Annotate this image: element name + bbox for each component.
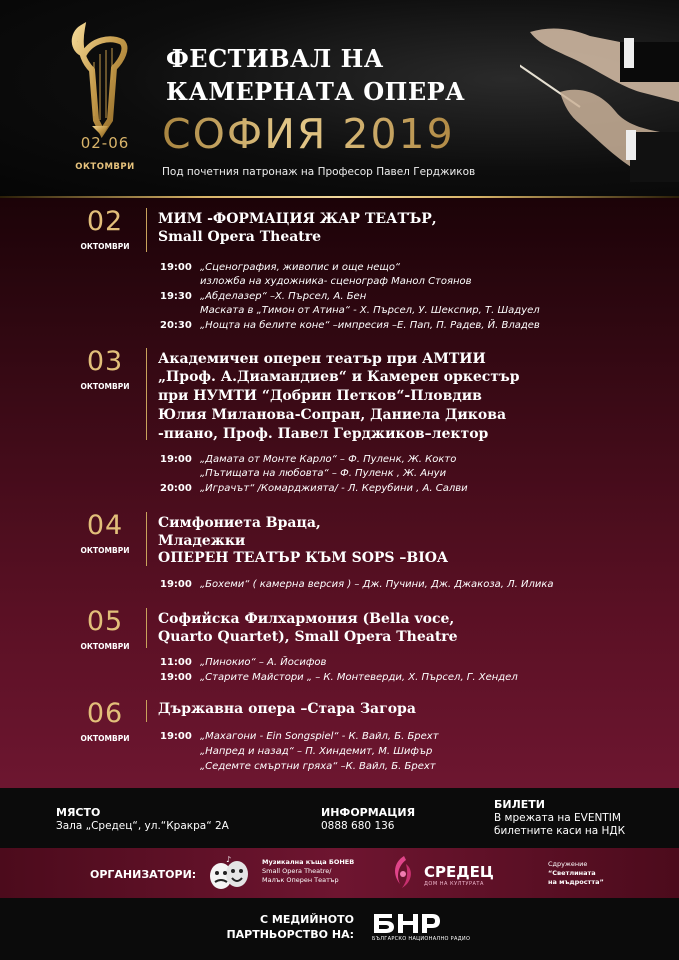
day-divider — [146, 512, 147, 566]
sredets-subtitle: ДОМ НА КУЛТУРАТА — [424, 881, 484, 887]
venue-line: Академичен оперен театър при АМТИИ — [158, 351, 486, 367]
association-line1: Сдружение — [548, 860, 588, 868]
event-desc: Маската в „Тимон от Атина“ - Х. Пърсел, У. Шекспир, Т. Шадуел — [200, 305, 540, 316]
event-time: 19:00 — [160, 672, 192, 683]
tickets-line1: В мрежата на EVENTIM — [494, 812, 621, 824]
event-time: 11:00 — [160, 657, 192, 668]
event-row — [160, 578, 554, 592]
day-month: ОКТОМВРИ — [80, 546, 130, 555]
bnr-subtitle: БЪЛГАРСКО НАЦИОНАЛНО РАДИО — [372, 936, 471, 942]
venue-line: „Проф. А.Диамандиев“ и Камерен оркестър — [158, 369, 520, 385]
bonev-text — [262, 858, 354, 885]
conductor-hands-image — [520, 12, 679, 192]
info-phone: 0888 680 136 — [321, 820, 395, 832]
event-desc: „Седемте смъртни гряха“ –К. Вайл, Б. Брехт — [200, 761, 436, 772]
program-section — [0, 198, 679, 788]
day-divider — [146, 208, 147, 252]
event-time: 19:00 — [160, 262, 192, 273]
media-label-line1: С МЕДИЙНОТО — [260, 913, 354, 926]
event-desc: „Старите Майстори „ – К. Монтеверди, Х. Пърсел, Г. Хендел — [200, 672, 518, 683]
organizers-bar — [0, 848, 679, 898]
day-number: 04 — [86, 510, 124, 541]
event-row — [160, 760, 436, 774]
harp-logo-icon — [62, 20, 142, 140]
info-bar — [0, 788, 679, 848]
day-month: ОКТОМВРИ — [80, 242, 130, 251]
festival-city-year: СОФИЯ 2019 — [162, 110, 455, 158]
day-month: ОКТОМВРИ — [80, 734, 130, 743]
bonev-line1: Музикална къща БОНЕВ — [262, 858, 355, 866]
day-month: ОКТОМВРИ — [80, 382, 130, 391]
day-divider — [146, 700, 147, 722]
festival-title-line2: КАМЕРНАТА ОПЕРА — [166, 77, 466, 106]
event-row — [160, 290, 366, 304]
association-line3: на мъдростта” — [548, 878, 604, 886]
event-time: 20:30 — [160, 320, 192, 331]
event-row — [160, 745, 432, 759]
tickets-line2: билетните каси на НДК — [494, 825, 626, 837]
venue-line: Small Opera Theatre — [158, 229, 322, 245]
event-row — [160, 319, 540, 333]
festival-month: ОКТОМВРИ — [75, 162, 135, 172]
festival-title-line1: ФЕСТИВАЛ НА — [166, 44, 384, 73]
event-desc: „Пинокио“ – А. Йосифов — [200, 657, 327, 668]
event-desc: „Абделазер“ –Х. Пърсел, А. Бен — [200, 291, 367, 302]
day-divider — [146, 348, 147, 440]
bonev-line2: Small Opera Theatre/ — [262, 867, 332, 875]
sredets-logo-icon — [388, 854, 418, 892]
place-value: Зала „Средец“, ул.“Кракра“ 2А — [56, 820, 229, 832]
event-desc: „Нощта на белите коне“ –импресия –Е. Пап, П. Радев, Й. Владев — [200, 320, 540, 331]
theatre-masks-icon — [204, 856, 254, 892]
sredets-name: СРЕДЕЦ — [424, 863, 494, 881]
venue-line: МИМ -ФОРМАЦИЯ ЖАР ТЕАТЪР, — [158, 211, 437, 227]
event-row — [160, 453, 456, 467]
patronage-line: Под почетния патронаж на Професор Павел Герджиков — [162, 166, 476, 178]
venue-line: ОПЕРЕН ТЕАТЪР КЪМ SOPS –BIOA — [158, 550, 448, 566]
media-partner-label — [222, 912, 354, 942]
event-desc: „Дамата от Монте Карло“ – Ф. Пуленк, Ж. Кокто — [200, 454, 457, 465]
association-text — [548, 860, 604, 887]
day-divider — [146, 608, 147, 648]
festival-dates: 02-06 — [80, 134, 130, 152]
event-desc: „Напред и назад“ – П. Хиндемит, М. Шифър — [200, 746, 433, 757]
day-month: ОКТОМВРИ — [80, 642, 130, 651]
venue-line: Симфониета Враца, — [158, 515, 321, 531]
day-number: 06 — [86, 698, 124, 729]
event-time: 19:00 — [160, 454, 192, 465]
tickets-label: БИЛЕТИ — [494, 798, 545, 811]
event-row — [160, 671, 518, 685]
venue-line: Софийска Филхармония (Bella voce, — [158, 611, 455, 627]
event-time: 19:30 — [160, 291, 192, 302]
association-line2: “Светлината — [548, 869, 596, 877]
poster-header — [0, 0, 679, 198]
day-number: 02 — [86, 206, 124, 237]
venue-line: Quarto Quartet), Small Opera Theatre — [158, 629, 458, 645]
event-time: 19:00 — [160, 579, 192, 590]
day-number: 03 — [86, 346, 124, 377]
bnr-logo-icon — [372, 912, 442, 934]
event-desc: „Сценография, живопис и още нещо“ — [200, 262, 401, 273]
event-row — [160, 261, 400, 275]
organizers-label: ОРГАНИЗАТОРИ: — [90, 868, 197, 881]
event-row — [160, 304, 540, 318]
venue-line: -пиано, Проф. Павел Герджиков–лектор — [158, 426, 489, 442]
day-number: 05 — [86, 606, 124, 637]
event-row — [160, 656, 326, 670]
event-row — [160, 275, 472, 289]
info-label: ИНФОРМАЦИЯ — [321, 806, 416, 819]
event-desc: „Махагони - Ein Songspiel“ - К. Вайл, Б. Брехт — [200, 731, 439, 742]
media-partner-bar — [0, 898, 679, 960]
venue-line: Младежки — [158, 533, 246, 549]
venue-line: Юлия Миланова-Сопран, Даниела Дикова — [158, 407, 507, 423]
event-time: 19:00 — [160, 731, 192, 742]
place-label: МЯСТО — [56, 806, 101, 819]
event-desc: „Пътищата на любовта“ – Ф. Пуленк , Ж. Ануи — [200, 468, 447, 479]
venue-line: Държавна опера –Стара Загора — [158, 701, 416, 717]
event-row — [160, 730, 439, 744]
media-label-line2: ПАРТНЬОРСТВО НА: — [226, 928, 354, 941]
event-desc: изложба на художника- сценограф Манол Стоянов — [200, 276, 472, 287]
svg-text:♪: ♪ — [226, 856, 232, 864]
event-time: 20:00 — [160, 483, 192, 494]
venue-line: при НУМТИ “Добрин Петков“-Пловдив — [158, 388, 482, 404]
bonev-line3: Малък Оперен Театър — [262, 876, 339, 884]
event-desc: „Играчът“ /Комарджията/ - Л. Керубини , А. Салви — [200, 483, 468, 494]
event-desc: „Бохеми“ ( камерна версия ) – Дж. Пучини, Дж. Джакоза, Л. Илика — [200, 579, 554, 590]
event-row — [160, 482, 468, 496]
event-row — [160, 467, 446, 481]
